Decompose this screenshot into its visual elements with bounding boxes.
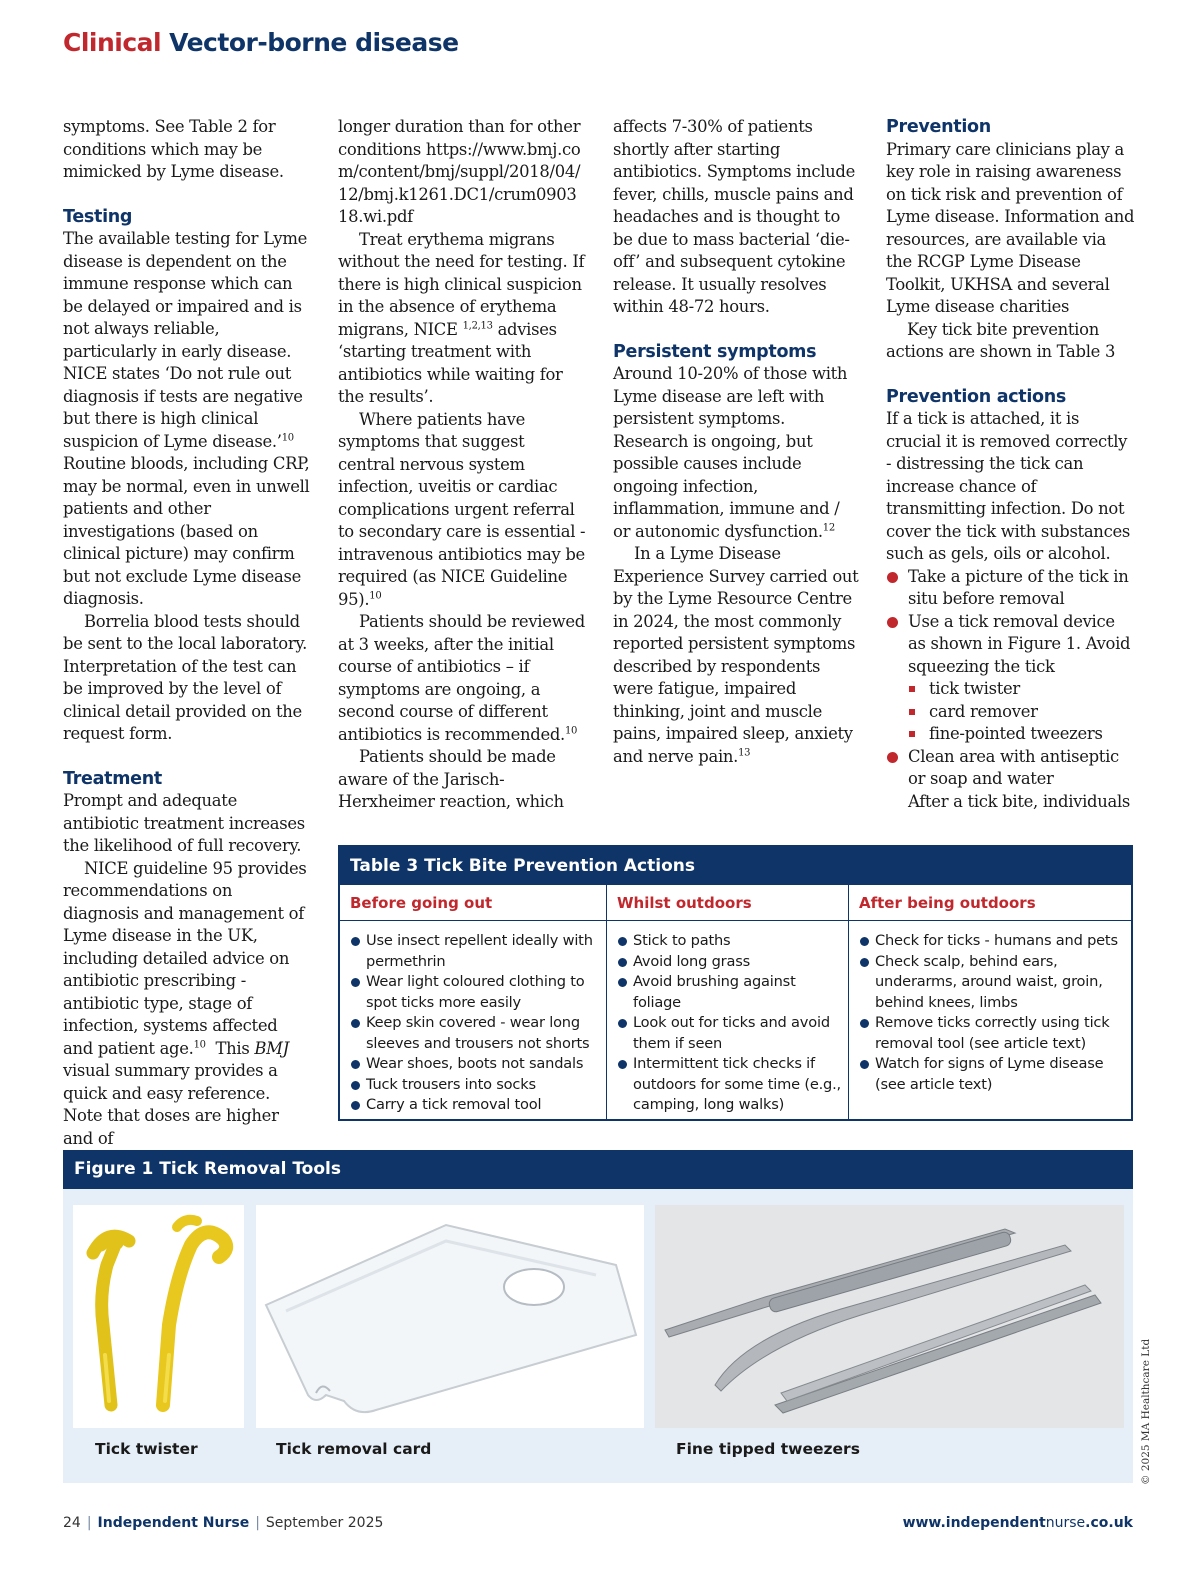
tick-twister-illustration (73, 1205, 244, 1428)
paragraph: After a tick bite, individuals (908, 791, 1131, 811)
table-column-heading: Whilst outdoors (607, 885, 848, 921)
paragraph: Patients should be reviewed at 3 weeks, after the initial course of antibiotics – if symptoms are ongoing, a second course of different antibiotics is recommended.$^{10}$ (338, 612, 585, 744)
table-list-item: Keep skin covered - wear long sleeves and trousers not shorts (350, 1013, 602, 1054)
magazine-name: Independent Nurse (97, 1515, 250, 1531)
footer-separator: | (255, 1515, 260, 1531)
list-item: Take a picture of the tick in situ before removal (886, 566, 1136, 611)
table-list-item: Check for ticks - humans and pets (859, 931, 1127, 952)
table-list-item: Tuck trousers into socks (350, 1075, 602, 1096)
reference: 10 (281, 432, 294, 444)
paragraph: In a Lyme Disease Experience Survey carried out by the Lyme Resource Centre in 2024, the most commonly reported persistent symptoms described by respondents were fatigue, impaired thinking, joint and muscle pains, impaired sleep, anxiety and nerve pain.$^{13}$ (613, 544, 859, 766)
table-title: Table 3 Tick Bite Prevention Actions (340, 847, 1131, 885)
paragraph: Where patients have symptoms that suggest central nervous system infection, uveitis or cardiac complications urgent referral to secondary care is essential - intravenous antibiotics may be required (as NICE Guideline 95).$^{10}$ (338, 409, 586, 609)
table-list-item: Check scalp, behind ears, underarms, around waist, groin, behind knees, limbs (859, 952, 1127, 1014)
table-column-heading: Before going out (340, 885, 606, 921)
table-list-item: Stick to paths (617, 931, 844, 952)
running-header (63, 28, 459, 57)
reference: 10 (564, 725, 578, 737)
sub-list-item: fine-pointed tweezers (907, 723, 1136, 746)
sub-bullet-list (907, 678, 1136, 746)
topic-label: Vector-borne disease (169, 28, 459, 57)
table-list-item: Avoid brushing against foliage (617, 972, 844, 1013)
reference: 12 (822, 522, 835, 534)
reference: 13 (738, 747, 751, 759)
table-list (849, 921, 1131, 1095)
table-list-item: Look out for ticks and avoid them if seen (617, 1013, 844, 1054)
paragraph-with-link: longer duration than for other conditions https://www.bmj.com/content/bmj/suppl/2018/04/12/bmj.k1261.DC1/crum090318.wi.pdf (338, 117, 581, 226)
table-list-item: Use insect repellent ideally with permethrin (350, 931, 602, 972)
reference: 1,2,13 (462, 320, 493, 332)
sub-list-item: tick twister (907, 678, 1136, 701)
table-list-item: Wear shoes, boots not sandals (350, 1054, 602, 1075)
table-column-before (340, 885, 606, 1119)
paragraph: Patients should be made aware of the Jarisch-Herxheimer reaction, which (338, 747, 564, 811)
figure-1 (63, 1150, 1133, 1483)
tick-removal-card-illustration (256, 1205, 644, 1428)
copyright-notice: © 2025 MA Healthcare Ltd (1140, 1338, 1152, 1485)
paragraph: Prompt and adequate antibiotic treatment increases the likelihood of full recovery. (63, 791, 305, 855)
column-2 (338, 116, 586, 814)
heading-testing: Testing (63, 206, 133, 227)
paragraph: Around 10-20% of those with Lyme disease are left with persistent symptoms. Research is ongoing, but possible causes include ongoing infection, inflammation, immune and / or autonomic dysfunction.$^{12}$ (613, 364, 848, 541)
table-column-after (848, 885, 1131, 1119)
column-3 (613, 116, 861, 768)
bullet-list (886, 746, 1136, 791)
column-4 (886, 116, 1136, 813)
bmj-italic: BMJ (254, 1038, 289, 1058)
table-column-heading: After being outdoors (849, 885, 1131, 921)
list-item: Use a tick removal device as shown in Figure 1. Avoid squeezing the tick (886, 611, 1136, 679)
sub-list-item: card remover (907, 701, 1136, 724)
issue-date: September 2025 (265, 1515, 384, 1531)
figure-title: Figure 1 Tick Removal Tools (63, 1150, 1133, 1189)
table-list-item: Wear light coloured clothing to spot ticks more easily (350, 972, 602, 1013)
bullet-list (886, 566, 1136, 679)
table-body (340, 885, 1131, 1119)
table-list-item: Watch for signs of Lyme disease (see article text) (859, 1054, 1127, 1095)
caption-tick-removal-card: Tick removal card (276, 1440, 432, 1458)
reference: 10 (369, 590, 382, 602)
heading-prevention-actions: Prevention actions (886, 386, 1067, 407)
reference: 10 (193, 1039, 206, 1051)
table-list-item: Carry a tick removal tool (350, 1095, 602, 1116)
table-list (340, 921, 606, 1116)
paragraph: NICE guideline 95 provides recommendations on diagnosis and management of Lyme disease in the UK, including detailed advice on antibiotic prescribing - antibiotic type, stage of infection, systems affected and patient age.$^{10}$ This BMJ visual summary provides a quick and easy reference. Note that doses are higher and of (63, 858, 307, 1148)
paragraph: Borrelia blood tests should be sent to the local laboratory. Interpretation of the test can be improved by the level of clinical detail provided on the request form. (63, 611, 308, 743)
table-column-whilst (606, 885, 848, 1119)
caption-fine-tipped-tweezers: Fine tipped tweezers (676, 1440, 860, 1458)
heading-treatment: Treatment (63, 768, 162, 789)
paragraph: If a tick is attached, it is crucial it is removed correctly - distressing the tick can increase chance of transmitting infection. Do not cover the tick with substances such as gels, oils or alcohol. (886, 409, 1130, 563)
paragraph: Treat erythema migrans without the need for testing. If there is high clinical suspicion in the absence of erythema migrans, NICE $^{1,2,13}$ advises ‘starting treatment with antibiotics while waiting for the results’. (338, 229, 585, 406)
table-3 (338, 845, 1133, 1121)
tick-twister-image (73, 1205, 244, 1428)
paragraph: Primary care clinicians play a key role in raising awareness on tick risk and prevention of Lyme disease. Information and resources, are available via the RCGP Lyme Disease Toolkit, UKHSA and several Lyme disease charities (886, 139, 1135, 316)
table-list-item: Remove ticks correctly using tick removal tool (see article text) (859, 1013, 1127, 1054)
section-label: Clinical (63, 28, 162, 57)
footer (63, 1515, 383, 1531)
paragraph: affects 7-30% of patients shortly after starting antibiotics. Symptoms include fever, chills, muscle pains and headaches and is thought to be due to mass bacterial ‘die-off’ and subsequent cytokine release. It usually resolves within 48-72 hours. (613, 117, 856, 316)
column-1 (63, 116, 311, 1150)
footer-separator: | (86, 1515, 92, 1531)
tick-removal-card-image (256, 1205, 644, 1428)
caption-tick-twister: Tick twister (95, 1440, 198, 1458)
table-list (607, 921, 848, 1116)
heading-persistent-symptoms: Persistent symptoms (613, 341, 817, 362)
paragraph: Key tick bite prevention actions are shown in Table 3 (886, 319, 1116, 361)
paragraph: The available testing for Lyme disease is dependent on the immune response which can be delayed or impaired and is not always reliable, particularly in early disease. NICE states ‘Do not rule out diagnosis if tests are negative but there is high clinical suspicion of Lyme disease.’$^{10}$ Routine bloods, including CRP, may be normal, even in unwell patients and other investigations (based on clinical picture) may confirm but not exclude Lyme disease diagnosis. (63, 229, 310, 608)
paragraph: symptoms. See Table 2 for conditions which may be mimicked by Lyme disease. (63, 117, 284, 181)
list-item: Clean area with antiseptic or soap and water (886, 746, 1136, 791)
fine-tipped-tweezers-image (655, 1205, 1124, 1428)
page-number: 24 (63, 1515, 81, 1531)
table-list-item: Avoid long grass (617, 952, 844, 973)
heading-prevention: Prevention (886, 117, 991, 137)
website-link[interactable]: www.independentnurse.co.uk (902, 1515, 1133, 1531)
table-list-item: Intermittent tick checks if outdoors for some time (e.g., camping, long walks) (617, 1054, 844, 1116)
tweezers-illustration (655, 1205, 1124, 1428)
